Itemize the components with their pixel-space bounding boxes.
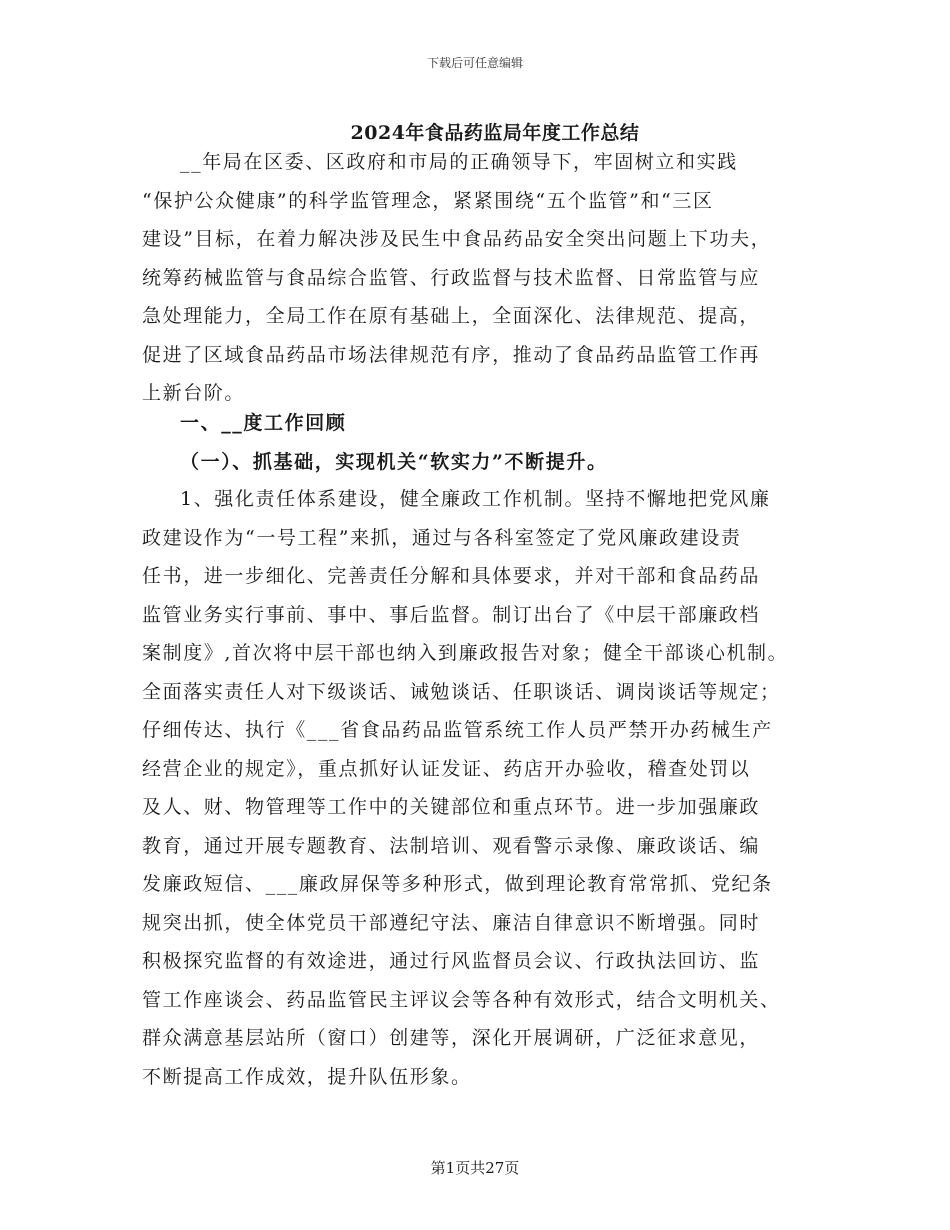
text-line: 上新台阶。 xyxy=(142,382,246,404)
text-line: 促进了区域食品药品市场法律规范有序，推动了食品药品监管工作再 xyxy=(142,343,761,366)
text-line: 政建设作为“一号工程”来抓，通过与各科室签定了党风廉政建设责 xyxy=(142,526,742,549)
text-line: 教育，通过开展专题教育、法制培训、观看警示录像、廉政谈话、编 xyxy=(142,834,761,857)
text-line: 急处理能力，全局工作在原有基础上，全面深化、法律规范、提高， xyxy=(142,305,761,327)
page-number: 第1页共27页 xyxy=(430,1159,520,1177)
header-note: 下载后可任意编辑 xyxy=(426,56,523,70)
text-line: __年局在区委、区政府和市局的正确领导下，牢固树立和实践 xyxy=(180,151,738,173)
section-headings xyxy=(142,404,822,481)
subsection-heading: （一）、抓基础，实现机关“软实力”不断提升。 xyxy=(180,450,608,473)
text-line: 全面落实责任人对下级谈话、诫勉谈话、任职谈话、调岗谈话等规定； xyxy=(142,680,781,703)
text-line: 管工作座谈会、药品监管民主评议会等各种有效形式，结合文明机关、 xyxy=(142,988,781,1011)
intro-paragraph xyxy=(142,143,822,413)
text-line: 经营企业的规定》，重点抓好认证发证、药店开办验收，稽查处罚以 xyxy=(142,757,751,780)
text-line: 建设”目标，在着力解决涉及民生中食品药品安全突出问题上下功夫， xyxy=(142,228,772,250)
text-line: 规突出抓，使全体党员干部遵纪守法、廉洁自律意识不断增强。同时 xyxy=(142,911,761,934)
text-line: 及人、财、物管理等工作中的关键部位和重点环节。进一步加强廉政 xyxy=(142,796,761,818)
text-line: 案制度》,首次将中层干部也纳入到廉政报告对象；健全干部谈心机制。 xyxy=(142,642,789,664)
text-line: “保护公众健康”的科学监管理念，紧紧围绕“五个监管”和“三区 xyxy=(142,189,714,212)
text-line: 积极探究监督的有效途进，通过行风监督员会议、行政执法回访、监 xyxy=(142,950,761,972)
text-line: 1、强化责任体系建设，健全廉政工作机制。坚持不懈地把党风廉 xyxy=(180,488,771,510)
text-line: 任书，进一步细化、完善责任分解和具体要求，并对干部和食品药品 xyxy=(142,565,761,587)
text-line: 不断提高工作成效，提升队伍形象。 xyxy=(142,1065,472,1088)
document-title: 2024年食品药监局年度工作总结 xyxy=(350,122,640,144)
paragraph-1 xyxy=(142,480,822,1096)
text-line: 监管业务实行事前、事中、事后监督。制订出台了《中层干部廉政档 xyxy=(142,603,761,626)
text-line: 群众满意基层站所（窗口）创建等，深化开展调研，广泛征求意见， xyxy=(142,1027,761,1049)
text-line: 统筹药械监管与食品综合监管、行政监督与技术监督、日常监管与应 xyxy=(142,266,761,289)
text-line: 发廉政短信、___廉政屏保等多种形式，做到理论教育常常抓、党纪条 xyxy=(142,873,773,895)
text-line: 仔细传达、执行《___省食品药品监管系统工作人员严禁开办药械生产 xyxy=(142,719,773,741)
section-heading: 一、__度工作回顾 xyxy=(180,412,347,434)
